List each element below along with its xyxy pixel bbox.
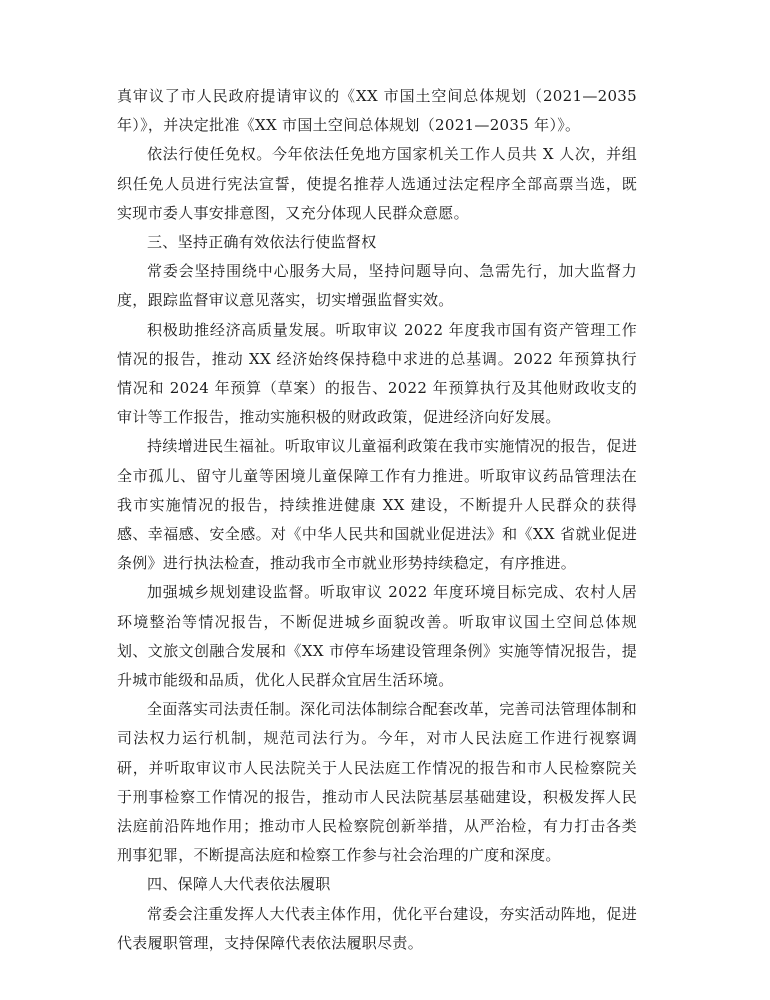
paragraph-deputies: 常委会注重发挥人大代表主体作用，优化平台建设，夯实活动阵地，促进代表履职管理，支持保障代表依法履职尽责。 — [117, 904, 637, 952]
section-heading-3: 三、坚持正确有效依法行使监督权 — [147, 233, 377, 252]
paragraph-economy: 积极助推经济高质量发展。听取审议 2022 年度我市国有资产管理工作情况的报告，推动 XX 经济始终保持稳中求进的总基调。2022 年预算执行情况和 2024 年预算（草案）的报告、2022 年预算执行及其他财政收支的审计等工作报告，推动实施积极的财政政策，促进经济向好发展。 — [117, 320, 637, 427]
paragraph-appointment: 依法行使任免权。今年依法任免地方国家机关工作人员共 X 人次，并组织任免人员进行宪法宣誓，使提名推荐人选通过法定程序全部高票当选，既实现市委人事安排意图，又充分体现人民群众意愿。 — [117, 145, 637, 222]
paragraph-judicial: 全面落实司法责任制。深化司法体制综合配套改革，完善司法管理体制和司法权力运行机制，规范司法行为。今年，对市人民法庭工作进行视察调研，并听取审议市人民法院关于人民法庭工作情况的报告和市人民检察院关于刑事检察工作情况的报告，推动市人民法院基层基础建设，积极发挥人民法庭前沿阵地作用；推动市人民检察院创新举措，从严治检，有力打击各类刑事犯罪，不断提高法庭和检察工作参与社会治理的广度和深度。 — [117, 700, 637, 865]
paragraph-urban-planning: 加强城乡规划建设监督。听取审议 2022 年度环境目标完成、农村人居环境整治等情况报告，不断促进城乡面貌改善。听取审议国土空间总体规划、文旅文创融合发展和《XX 市停车场建设管理条例》实施等情况报告，提升城市能级和品质，优化人民群众宜居生活环境。 — [117, 583, 637, 690]
document-body — [117, 82, 637, 958]
paragraph-livelihood: 持续增进民生福祉。听取审议儿童福利政策在我市实施情况的报告，促进全市孤儿、留守儿童等困境儿童保障工作有力推进。听取审议药品管理法在我市实施情况的报告，持续推进健康 XX 建设，不断提升人民群众的获得感、幸福感、安全感。对《中华人民共和国就业促进法》和《XX 省就业促进条例》进行执法检查，推动我市全市就业形势持续稳定，有序推进。 — [117, 437, 637, 573]
paragraph-supervision-intro: 常委会坚持围绕中心服务大局，坚持问题导向、急需先行，加大监督力度，跟踪监督审议意见落实，切实增强监督实效。 — [117, 262, 637, 310]
section-heading-4: 四、保障人大代表依法履职 — [147, 875, 331, 894]
paragraph-continuation: 真审议了市人民政府提请审议的《XX 市国土空间总体规划（2021—2035 年）》，并决定批准《XX 市国土空间总体规划（2021—2035 年）》。 — [117, 87, 637, 135]
